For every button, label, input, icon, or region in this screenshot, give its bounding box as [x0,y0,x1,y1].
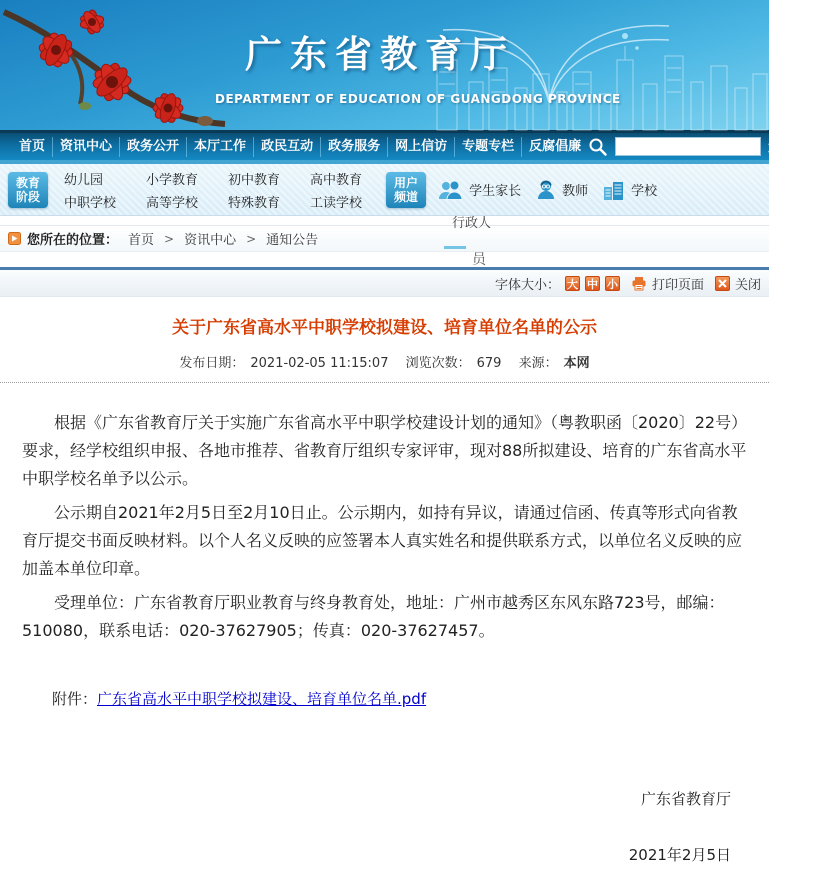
font-size-medium-button[interactable]: 中 [586,277,598,291]
site-header [0,0,769,130]
nav-item-petition[interactable]: 网上信访 [387,137,454,157]
breadcrumb [0,225,769,252]
meta-views-value: 679 [476,356,502,371]
article-title: 关于广东省高水平中职学校拟建设、培育单位名单的公示 [172,318,597,338]
render-artifact-strip [0,216,769,231]
user-channel-badge [386,172,426,208]
page-toolbar [0,270,769,297]
teacher-icon [535,180,557,200]
school-icon [602,180,626,200]
breadcrumb-news-center[interactable]: 资讯中心 [184,233,237,248]
link-junior-high[interactable]: 初中教育 [228,172,281,188]
edu-col-1 [64,169,116,211]
link-teacher[interactable] [535,180,588,200]
font-size-label: 字体大小： [494,277,560,293]
user-channel-badge-line1: 用户 [394,175,419,190]
breadcrumb-separator: > [246,231,257,246]
link-special-education[interactable]: 特殊教育 [228,195,281,211]
city-skyline-art [429,2,769,130]
nav-item-special-topics[interactable]: 专题专栏 [454,137,521,157]
breadcrumb-separator: > [164,231,175,246]
breadcrumb-notices[interactable]: 通知公告 [266,233,319,248]
link-kindergarten[interactable]: 幼儿园 [64,172,104,188]
meta-views-label: 浏览次数： [405,356,471,371]
students-parents-icon [438,180,464,200]
print-icon[interactable] [631,276,647,291]
close-icon[interactable] [715,276,730,291]
attachment-row [22,685,747,713]
render-artifact-stray-text: 员 [472,252,486,268]
meta-date-label: 发布日期： [179,356,245,371]
nav-item-dept-work[interactable]: 本厅工作 [186,137,253,157]
article-signature: 广东省教育厅 [640,790,731,808]
nav-item-anticorruption[interactable]: 反腐倡廉 [521,137,588,157]
education-stage-badge-line1: 教育 [15,175,40,190]
breadcrumb-home[interactable]: 首页 [128,233,155,248]
article-paragraph-3: 受理单位：广东省教育厅职业教育与终身教育处，地址：广州市越秀区东风东路723号，邮编：510080，联系电话：020-37627905；传真：020-37627457。 [22,593,725,640]
meta-divider [0,382,769,383]
nav-item-interaction[interactable]: 政民互动 [253,137,320,157]
education-stage-badge-line2: 阶段 [15,189,40,204]
breadcrumb-marker-icon [8,232,21,245]
article-meta [0,352,769,371]
article-content [0,297,769,869]
link-school[interactable] [602,180,657,200]
meta-date-value: 2021-02-05 11:15:07 [250,356,389,371]
nav-item-services[interactable]: 政务服务 [320,137,387,157]
meta-source-value: 本网 [563,356,590,371]
nav-item-news-center[interactable]: 资讯中心 [52,137,119,157]
link-school-label: 学校 [631,184,658,199]
gap-strip [0,252,769,267]
render-artifact-clipped-text: 行政人 [452,216,492,231]
education-stage-links [64,169,362,211]
font-size-large-button[interactable]: 大 [566,277,578,291]
user-channel-links [438,180,657,200]
article-paragraph-2: 公示期自2021年2月5日至2月10日止。公示期内，如持有异议，请通过信函、传真等形式向省教育厅提交书面反映材料。以个人名义反映的应签署本人真实姓名和提供联系方式，以单位名义反映的应加盖本单位印章。 [22,503,743,578]
nav-item-gov-disclosure[interactable]: 政务公开 [119,137,186,157]
attachment-pdf-link[interactable]: 广东省高水平中职学校拟建设、培育单位名单.pdf [97,690,427,708]
link-higher-education[interactable]: 高等学校 [146,195,199,211]
search-input[interactable] [615,137,761,156]
breadcrumb-label: 您所在的位置： [27,233,119,248]
link-students-parents-label: 学生家长 [469,184,522,199]
site-search [588,137,828,157]
render-artifact-dash [444,246,466,249]
article-body [0,409,769,869]
education-stage-badge [8,172,48,208]
main-nav [0,130,821,160]
link-secondary-vocational[interactable]: 中职学校 [64,195,117,211]
kapok-flower-art [0,0,245,132]
link-senior-high[interactable]: 高中教育 [310,172,363,188]
attachment-label: 附件： [52,690,98,708]
link-work-study[interactable]: 工读学校 [310,195,363,211]
article-paragraph-1: 根据《广东省教育厅关于实施广东省高水平中职学校建设计划的通知》（粤教职函〔2020〕22号）要求，经学校组织申报、各地市推荐、省教育厅组织专家评审，现对88所拟建设、培育的广东省高水平中职学校名单予以公示。 [22,413,747,488]
link-primary-education[interactable]: 小学教育 [146,172,199,188]
edu-col-3 [228,169,280,211]
article-sign-date: 2021年2月5日 [628,846,731,864]
site-title: 广东省教育厅 [245,33,515,76]
site-subtitle: DEPARTMENT OF EDUCATION OF GUANGDONG PROVINCE [215,92,621,106]
close-button[interactable]: 关闭 [734,277,761,293]
link-teacher-label: 教师 [562,184,589,199]
user-channel-badge-line2: 频道 [394,189,419,204]
print-page-button[interactable]: 打印页面 [651,277,704,293]
channel-bar [0,164,769,216]
meta-source-label: 来源： [518,356,558,371]
search-icon[interactable] [588,137,608,157]
search-label: 站内搜索 [768,141,821,156]
edu-col-2 [146,169,198,211]
main-nav-items [0,133,588,160]
link-students-parents[interactable] [438,180,521,200]
font-size-small-button[interactable]: 小 [606,277,618,291]
edu-col-4 [310,169,362,211]
nav-item-home[interactable]: 首页 [19,138,46,154]
